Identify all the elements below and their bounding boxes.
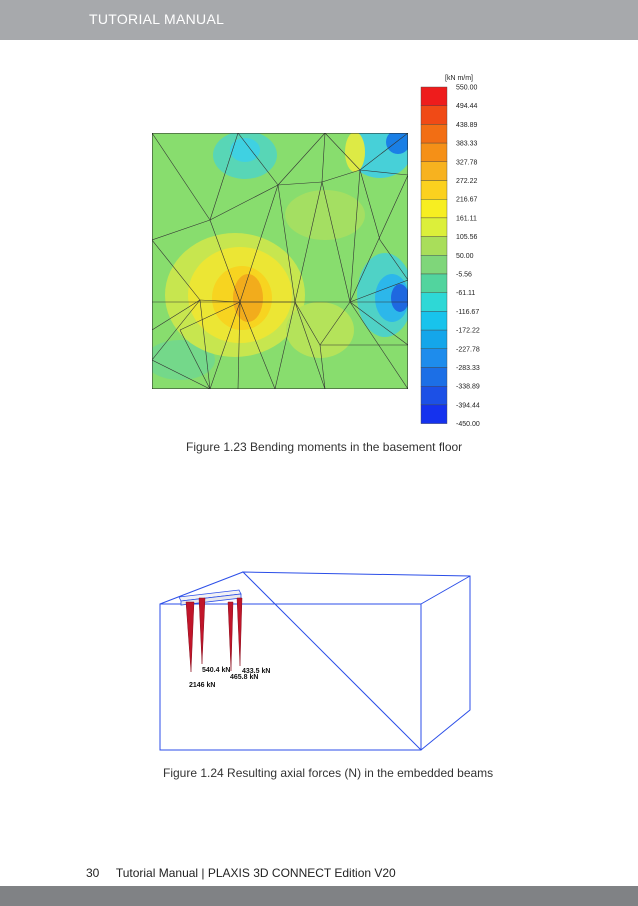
legend-label: 105.56 xyxy=(456,234,478,242)
figure-1-24-caption: Figure 1.24 Resulting axial forces (N) in the embedded beams xyxy=(163,766,494,780)
legend-label: -338.89 xyxy=(456,383,480,391)
force-label-3: 465.8 kN xyxy=(230,674,259,681)
legend-swatch xyxy=(421,162,447,181)
page-footer xyxy=(86,866,396,880)
legend-label: -116.67 xyxy=(456,308,480,316)
legend-swatch xyxy=(421,87,447,106)
pile-2 xyxy=(199,598,205,664)
legend-swatch xyxy=(421,255,447,274)
legend-label: 161.11 xyxy=(456,215,477,223)
legend-label: 438.89 xyxy=(456,121,478,129)
legend-swatch xyxy=(421,311,447,330)
legend-swatch xyxy=(421,368,447,387)
legend-swatch xyxy=(421,293,447,312)
legend-label: -61.11 xyxy=(456,290,476,298)
legend-swatch xyxy=(421,218,447,237)
legend-label: -5.56 xyxy=(456,271,472,279)
figure-1-23-caption: Figure 1.23 Bending moments in the basement floor xyxy=(186,440,463,454)
legend-label: -227.78 xyxy=(456,346,480,354)
legend-swatch xyxy=(421,349,447,368)
legend-labels xyxy=(456,85,480,429)
axial-forces-3d-view xyxy=(155,568,480,753)
legend-label: -283.33 xyxy=(456,365,480,372)
footer-text: Tutorial Manual | PLAXIS 3D CONNECT Edition V20 xyxy=(115,866,396,880)
legend-swatch xyxy=(421,181,447,200)
legend-color-bar xyxy=(421,87,447,424)
legend-label: 327.78 xyxy=(456,159,478,167)
pile-1 xyxy=(186,602,194,672)
legend-swatch xyxy=(421,143,447,162)
legend-unit: [kN m/m] xyxy=(445,75,473,82)
force-label-1: 540.4 kN xyxy=(202,667,231,674)
legend-swatch xyxy=(421,199,447,218)
legend-label: 494.44 xyxy=(456,103,478,111)
legend-swatch xyxy=(421,405,447,424)
legend-label: 550.00 xyxy=(456,84,478,92)
bending-moment-contour-plot xyxy=(150,130,412,392)
header-banner xyxy=(0,0,638,40)
force-label-2: 433.5 kN xyxy=(242,668,271,675)
pile-3 xyxy=(228,602,233,671)
legend-label: 272.22 xyxy=(456,178,478,185)
legend-swatch xyxy=(421,274,447,293)
legend-label: -394.44 xyxy=(456,402,480,410)
legend-label: -172.22 xyxy=(456,327,480,335)
legend-label: 383.33 xyxy=(456,140,478,148)
pile-4 xyxy=(237,598,242,666)
header-title: TUTORIAL MANUAL xyxy=(89,11,225,27)
legend-label: 216.67 xyxy=(456,196,478,204)
legend-swatch xyxy=(421,330,447,349)
footer-bar xyxy=(0,886,638,906)
legend-swatch xyxy=(421,386,447,405)
contour-legend xyxy=(415,70,495,435)
page-number: 30 xyxy=(86,866,100,880)
embedded-beams xyxy=(186,598,242,672)
force-label-4: 2146 kN xyxy=(189,682,216,689)
legend-label: -450.00 xyxy=(456,421,480,429)
legend-label: 50.00 xyxy=(456,252,474,260)
legend-swatch xyxy=(421,237,447,256)
legend-swatch xyxy=(421,124,447,143)
legend-swatch xyxy=(421,106,447,125)
